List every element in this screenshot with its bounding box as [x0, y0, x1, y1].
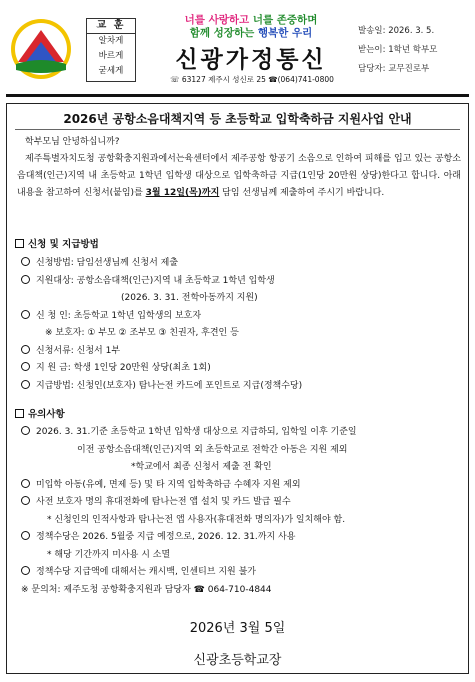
circle-bullet-icon — [21, 566, 30, 575]
circle-bullet-icon — [21, 496, 30, 505]
list-item: 지원대상: 공항소음대책(인근)지역 내 초등학교 1학년 입학생 — [21, 273, 465, 291]
newsletter-title: 신광가정통신 — [175, 46, 327, 73]
principal-signature: 신광초등학교장 — [193, 653, 282, 668]
greeting: 학부모님 안녕하십니까? — [25, 137, 120, 147]
intro-text-part: 담임 선생님께 제출하여 주시기 바랍니다. — [219, 188, 385, 198]
checkbox-square-icon — [15, 239, 24, 248]
checkbox-square-icon — [15, 409, 24, 418]
circle-bullet-icon — [21, 345, 30, 354]
staff-in-charge: 담당자: 교무진로부 — [358, 64, 430, 74]
title-divider — [15, 129, 460, 130]
school-motto — [86, 18, 136, 82]
notice-title: 2026년 공항소음대책지역 등 초등학교 입학축하금 지원사업 안내 — [63, 112, 412, 126]
intro-text — [17, 134, 461, 202]
notes-list — [21, 424, 465, 599]
section-title: 유의사항 — [28, 409, 65, 420]
contact-info: ※ 문의처: 제주도청 공항확충지원과 담당자 ☎ 064-710-4844 — [21, 584, 272, 595]
application-list — [21, 255, 465, 395]
circle-bullet-icon — [21, 275, 30, 284]
circle-bullet-icon — [21, 310, 30, 319]
circle-bullet-icon — [21, 426, 30, 435]
issue-date: 발송일: 2026. 3. 5. — [358, 26, 435, 36]
slogan-part: 너를 사랑하고 — [184, 14, 253, 26]
list-item: 미입학 아동(유예, 면제 등) 및 타 지역 입학축하금 수혜자 지원 제외 — [21, 477, 465, 495]
notice-box — [6, 103, 469, 674]
list-item: 정책수당은 2026. 5월중 지급 예정으로, 2026. 12. 31.까지 사용 — [21, 529, 465, 547]
recipient: 받는이: 1학년 학부모 — [358, 45, 438, 55]
header-divider — [6, 94, 469, 97]
motto-line: 굳세게 — [98, 66, 124, 76]
circle-bullet-icon — [21, 257, 30, 266]
motto-title: 교 훈 — [87, 19, 135, 34]
section-title: 신청 및 지급방법 — [28, 239, 99, 250]
list-item: 신 청 인: 초등학교 1학년 입학생의 보호자 — [21, 308, 465, 326]
school-logo — [10, 18, 72, 80]
list-item: 신청방법: 담임선생님께 신청서 제출 — [21, 255, 465, 273]
circle-bullet-icon — [21, 479, 30, 488]
newsletter-header — [6, 8, 469, 90]
list-item-note: * 신청인의 인적사항과 탐나는전 앱 사용자(휴대전화 명의자)가 일치해야 함. — [47, 514, 346, 525]
slogan-part: 행복한 우리 — [257, 27, 313, 39]
deadline: 3월 12일(목)까지 — [145, 188, 220, 198]
list-item-note: (2026. 3. 31. 전학아동까지 지원) — [121, 293, 258, 303]
circle-bullet-icon — [21, 380, 30, 389]
list-item-note: ※ 보호자: ① 부모 ② 조부모 ③ 친권자, 후견인 등 — [45, 328, 239, 338]
motto-line: 알차게 — [98, 36, 124, 46]
list-item: 지급방법: 신청인(보호자) 탐나는전 카드에 포인트로 지급(정책수당) — [21, 378, 465, 396]
list-item-note: 이전 공항소음대책(인근)지역 외 초등학교로 전학간 아동은 지원 제외 — [77, 444, 348, 455]
school-slogan — [146, 14, 356, 40]
list-item-note: *학교에서 최종 신청서 제출 전 확인 — [131, 462, 272, 472]
list-item: 2026. 3. 31.기준 초등학교 1학년 입학생 대상으로 지급하되, 입학일 이후 기준일 — [21, 424, 465, 442]
notice-date: 2026년 3월 5일 — [189, 621, 286, 636]
intro-text-part: 제주특별자치도청 공항확충지원과에서는육센터에서 제주공항 항공기 소음으로 인하여 피해를 입고 있는 공항소음대책(인근)지역 내 초등학교 1학년 입학생 대상으로 입학축하금 지급(1인당 20만원 상당)한다고 합니다. 아래 내용을 참고하여 신청서(붙임)를 — [17, 154, 461, 198]
section-heading-notes — [15, 406, 65, 420]
section-heading-application — [15, 236, 99, 250]
circle-bullet-icon — [21, 531, 30, 540]
circle-bullet-icon — [21, 362, 30, 371]
list-item-note: * 해당 기간까지 미사용 시 소멸 — [47, 549, 171, 560]
intro-paragraph — [17, 151, 461, 202]
list-item: 사전 보호자 명의 휴대전화에 탐나는전 앱 설치 및 카드 발급 필수 — [21, 494, 465, 512]
issue-info — [358, 22, 470, 79]
list-item: 정책수당 지급액에 대해서는 캐시백, 인센티브 지원 불가 — [21, 564, 465, 582]
list-item: 신청서류: 신청서 1부 — [21, 343, 465, 361]
slogan-part: 함께 성장하는 — [189, 27, 258, 39]
motto-line: 바르게 — [98, 51, 124, 61]
list-item: 지 원 금: 학생 1인당 20만원 상당(최초 1회) — [21, 360, 465, 378]
school-address: ☏ 63127 제주시 성신로 25 ☎(064)741-0800 — [170, 75, 334, 84]
slogan-part: 너를 존중하며 — [252, 14, 318, 26]
